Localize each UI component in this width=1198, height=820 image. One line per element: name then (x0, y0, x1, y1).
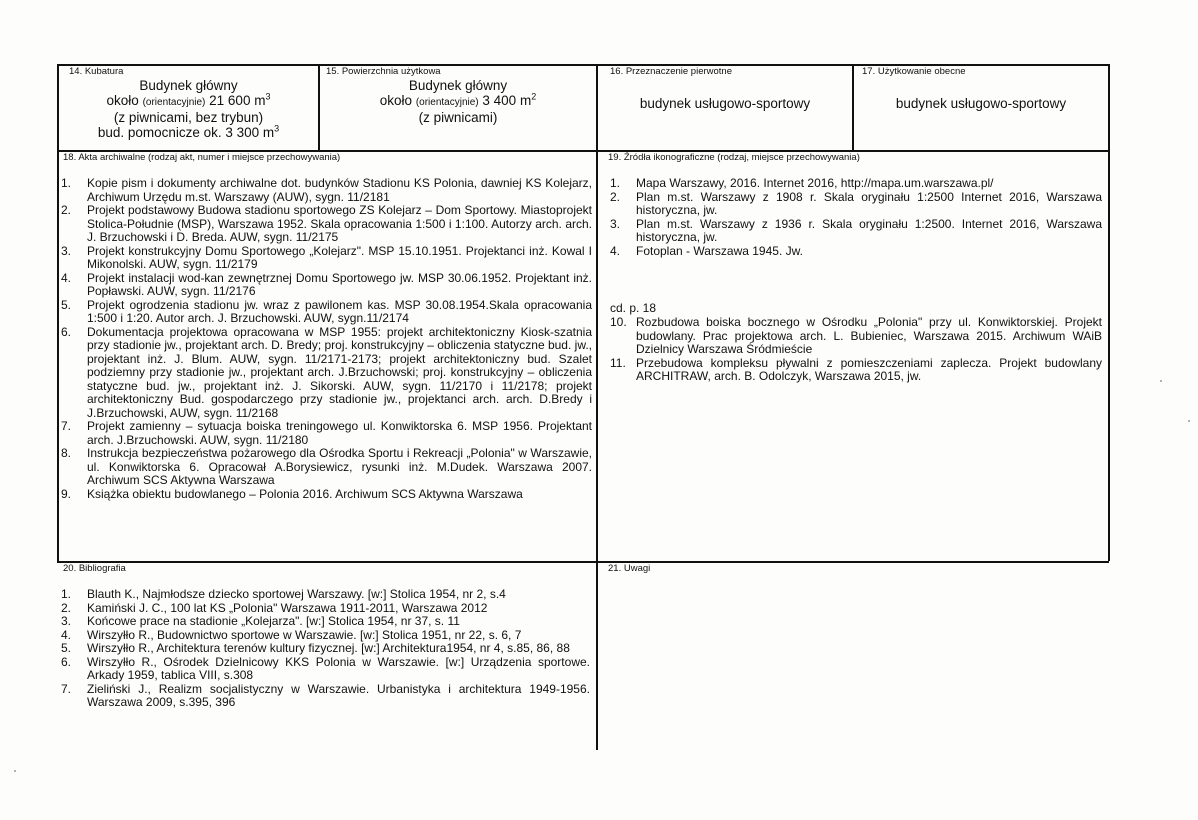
box-14-line4-sup: 3 (274, 123, 280, 134)
list-item: 3. Plan m.st. Warszawy z 1936 r. Skala oryginału 1:2500. Internet 2016, Warszawa historyczna, jw. (610, 216, 1102, 244)
box-16-przeznaczenie (598, 66, 852, 150)
box-16-label: 16. Przeznaczenie pierwotne (610, 66, 732, 77)
box-19-label: 19. Źródła ikonograficzne (rodzaj, miejsce przechowywania) (608, 152, 860, 163)
list-item: 8. Instrukcja bezpieczeństwa pożarowego dla Ośrodka Sportu i Rekreacji „Polonia" w Warszawie, ul. Konwiktorska 6. Opracował A.Borysiewicz, rysunki inż. M.Dudek. Warszawa 2007. Archiwum SCS Aktywna Warszawa (61, 446, 592, 487)
box-19-zrodla-ikonograficzne (598, 152, 1108, 561)
box-14-line3: (z piwnicami, bez trybun) (113, 110, 264, 125)
list-item: 10. Rozbudowa boiska bocznego w Ośrodku „Polonia" przy ul. Konwiktorskiej. Projekt budowlany. Prac projektowa arch. L. Bubieniec, Warszawa 2015. Archiwum WAiB Dzielnicy Warszawa Śródmieście (610, 315, 1102, 356)
scan-speck (14, 770, 16, 772)
box-15-line2-small: (orientacyjnie) (415, 97, 479, 108)
list-item: 6. Wirszyłło R., Ośrodek Dzielnicowy KKS Polonia w Warszawie. [w:] Urządzenia sportowe. Arkady 1959, tablica VIII, s.308 (61, 654, 590, 682)
list-item: 6. Dokumentacja projektowa opracowana w MSP 1955: projekt architektoniczny Kiosk-szatnia przy stadionie jw., projektant arch. D. Bredy; proj. konstrukcyjny – obliczenia statyczne bud. jw., projektant inż. J. Blum. AUW, sygn. 11/2171-2173; projekt architektoniczny bud. Szalet podziemny przy stadionie jw., projektant arch. J.Brzuchowski; proj. konstrukcyjny – obliczenia statyczne bud. jw., projektant inż. J. Sikorski. AUW, sygn. 11/2170 i 11/2178; projekt architektoniczny Bud. gospodarczego przy stadionie jw., projektanci arch. arch. D.Bredy i J.Brzuchowski, AUW, sygn. 11/2168 (61, 324, 592, 420)
box-21-uwagi (598, 563, 1108, 753)
scan-speck (1188, 420, 1190, 422)
box-15-line2 (320, 93, 596, 110)
list-item: 4. Wirszyłło R., Budownictwo sportowe w Warszawie. [w:] Stolica 1951, nr 22, s. 6, 7 (61, 627, 522, 642)
list-item: 2. Kamiński J. C., 100 lat KS „Polonia" Warszawa 1911-2011, Warszawa 2012 (61, 600, 488, 615)
list-item: 4. Projekt instalacji wod-kan zewnętrznej Domu Sportowego jw. MSP 30.06.1952. Projektant inż. Popławski. AUW, sygn. 11/2176 (61, 270, 592, 298)
list-item: 3. Projekt konstrukcyjny Domu Sportowego „Kolejarz". MSP 15.10.1951. Projektanci inż. Kowal I Mikonolski. AUW, sygn. 11/2179 (61, 243, 592, 271)
box-15-line2-sup: 2 (531, 91, 537, 102)
box-20-bibliografia (59, 563, 596, 763)
box-19-continuation-list (598, 316, 1108, 384)
box-18-list (59, 177, 596, 501)
box-14-line1: Budynek główny (139, 78, 238, 93)
scan-speck (1160, 380, 1162, 382)
box-21-label: 21. Uwagi (608, 563, 651, 574)
box-15-line3: (z piwnicami) (418, 110, 498, 125)
box-14-line2-sup: 3 (265, 91, 271, 102)
box-15-label: 15. Powierzchnia użytkowa (326, 66, 441, 77)
box-20-label: 20. Bibliografia (63, 563, 126, 574)
box-17-uzytkowanie (854, 66, 1108, 150)
box-14-line2 (59, 93, 318, 110)
list-item: 5. Projekt ogrodzenia stadionu jw. wraz z pawilonem kas. MSP 30.08.1954.Skala opracowania 1:500 i 1:20. Autor arch. J. Brzuchowski. AUW, sygn.11/2174 (61, 297, 592, 325)
box-18-akta-archiwalne (59, 152, 596, 561)
box-18-label: 18. Akta archiwalne (rodzaj akt, numer i miejsce przechowywania) (63, 152, 341, 163)
box-14-line2-small: (orientacyjnie) (142, 97, 206, 108)
box-15-content (320, 78, 596, 125)
box-15-line2-prefix: około (379, 93, 413, 108)
list-item: 11. Przebudowa kompleksu pływalni z pomieszczeniami zaplecza. Projekt budowlany ARCHITRAW, arch. B. Odolczyk, Warszawa 2015, jw. (610, 355, 1102, 383)
box-14-line2-value: 21 600 m (209, 93, 266, 108)
box-19-continuation-label: cd. p. 18 (610, 301, 657, 315)
list-item: 1. Kopie pism i dokumenty archiwalne dot. budynków Stadionu KS Polonia, dawniej KS Kolejarz, Archiwum Urzędu m.st. Warszawy (AUW), sygn. 11/2181 (61, 176, 592, 204)
list-item: 9. Książka obiektu budowlanego – Polonia 2016. Archiwum SCS Aktywna Warszawa (61, 486, 523, 501)
list-item: 2. Projekt podstawowy Budowa stadionu sportowego ZS Kolejarz – Dom Sportowy. Miastoprojekt Stolica-Południe (MSP), Warszawa 1952. Skala opracowania 1:500 i 1:100. Autorzy arch. arch. J. Brzuchowski i D. Breda. AUW, sygn. 11/2175 (61, 203, 592, 244)
box-14-line2-prefix: około (106, 93, 139, 108)
box-17-value: budynek usługowo-sportowy (895, 96, 1067, 111)
list-item: 7. Projekt zamienny – sytuacja boiska treningowego ul. Konwiktorska 6. MSP 1956. Projektant arch. J.Brzuchowski. AUW, sygn. 11/2180 (61, 419, 592, 447)
box-19-list (598, 177, 1108, 258)
box-14-line4-text: bud. pomocnicze ok. 3 300 m (97, 125, 275, 140)
list-item: 2. Plan m.st. Warszawy z 1908 r. Skala oryginału 1:2500 Internet 2016, Warszawa historyczna, jw. (610, 189, 1102, 217)
box-14-kubatura (59, 66, 318, 150)
box-16-value: budynek usługowo-sportowy (639, 96, 811, 111)
box-14-line4 (59, 125, 318, 140)
box-15-line1: Budynek główny (408, 78, 508, 93)
list-item: 4. Fotoplan - Warszawa 1945. Jw. (610, 243, 803, 258)
list-item: 3. Końcowe prace na stadionie „Kolejarza". [w:] Stolica 1954, nr 37, s. 11 (61, 614, 460, 628)
list-item: 1. Mapa Warszawy, 2016. Internet 2016, http://mapa.um.warszawa.pl/ (610, 176, 994, 190)
box-14-content (59, 78, 318, 140)
box-20-list (59, 588, 596, 710)
box-15-powierzchnia (320, 66, 596, 150)
list-item: 5. Wirszyłło R., Architektura terenów kultury fizycznej. [w:] Architektura1954, nr 4, s.85, 86, 88 (61, 641, 570, 655)
list-item: 1. Blauth K., Najmłodsze dziecko sportowej Warszawy. [w:] Stolica 1954, nr 2, s.4 (61, 587, 506, 601)
box-17-label: 17. Użytkowanie obecne (862, 66, 966, 77)
table-right-border (1108, 64, 1110, 561)
box-14-label: 14. Kubatura (69, 66, 124, 77)
box-15-line2-value: 3 400 m (482, 93, 532, 108)
list-item: 7. Zieliński J., Realizm socjalistyczny w Warszawie. Urbanistyka i architektura 1949-1956. Warszawa 2009, s.395, 396 (61, 681, 590, 709)
